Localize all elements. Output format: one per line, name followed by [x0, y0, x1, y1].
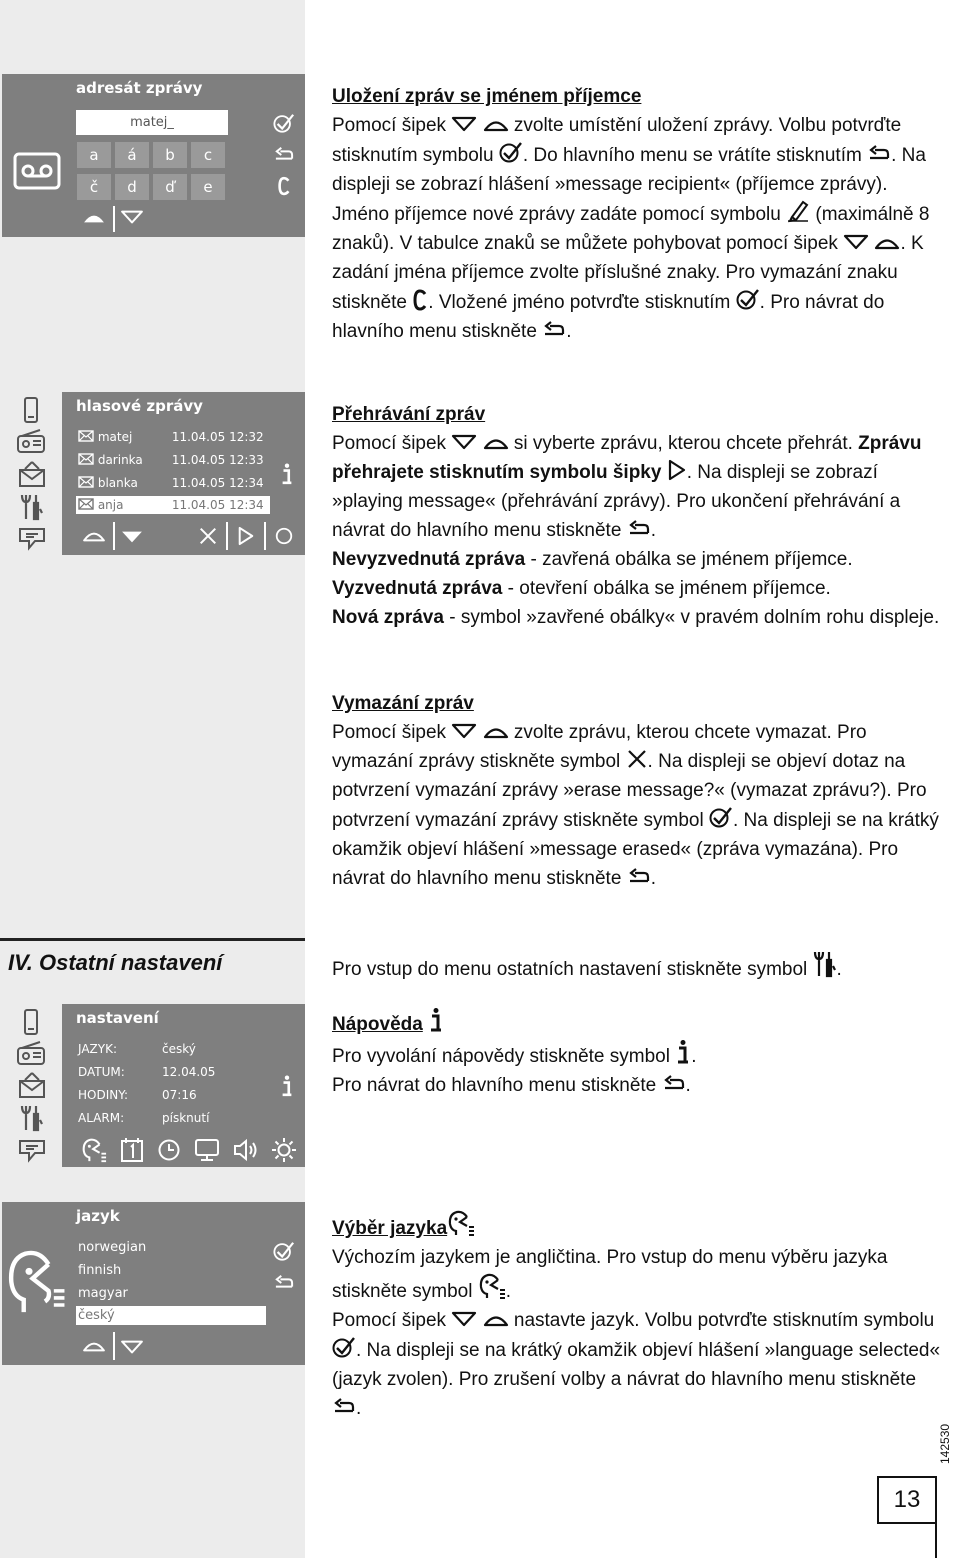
settings-label: HODINY: [78, 1088, 129, 1102]
text: . Na displeji se na krátký okamžik objeví hlášení »message erased« (zpráva vymazána). Pro návrat do hlavního menu stiskněte [332, 810, 939, 889]
arrow-up-icon[interactable] [82, 208, 106, 226]
language-option[interactable]: norwegian [78, 1240, 147, 1255]
screen-title: jazyk [76, 1207, 120, 1225]
radio-icon[interactable] [16, 428, 46, 454]
bubble-icon[interactable] [17, 525, 47, 551]
language-option-selected[interactable]: český [76, 1306, 266, 1325]
language-icon[interactable] [81, 1137, 107, 1163]
settings-row [78, 1042, 196, 1056]
text: . K zadání jména příjemce zvolte příslušné znaky. Pro vymazání znaku stiskněte [332, 233, 924, 313]
section-body [332, 1243, 942, 1306]
check-icon [499, 140, 523, 164]
text: . [685, 1075, 691, 1096]
pen-icon [786, 199, 810, 223]
section-heading-line [332, 1209, 942, 1243]
section-title: IV. Ostatní nastavení [8, 950, 223, 975]
language-option[interactable]: finnish [78, 1263, 122, 1278]
screen-hlasove [2, 392, 305, 555]
info-icon [428, 1007, 444, 1033]
bold-text: Nová zpráva [332, 607, 444, 628]
head-icon [6, 1246, 68, 1318]
message-name: matej [97, 430, 133, 444]
legend-line [332, 545, 942, 574]
text: Pro vyvolání nápovědy stiskněte symbol [332, 1046, 676, 1067]
arrow-up-icon [483, 114, 509, 134]
text: . Na displeji se objeví dotaz na potvrzení vymazání zprávy »erase message?« (vymazat zprávu?). Pro potvrzení vymazání zprávy stiskněte symbol [332, 751, 927, 831]
arrow-down-icon [451, 721, 477, 741]
section-body [332, 111, 942, 346]
settings-label: ALARM: [78, 1111, 125, 1125]
check-icon [736, 287, 760, 311]
text: Pro návrat do hlavního menu stiskněte [332, 1075, 662, 1096]
bubble-icon[interactable] [17, 1137, 47, 1163]
calendar-icon[interactable] [120, 1137, 144, 1163]
divider [113, 522, 115, 550]
message-time: 11.04.05 12:32 [171, 430, 264, 444]
text: - symbol »zavřené obálky« v pravém dolním rohu displeje. [443, 607, 940, 628]
envelope-icon [78, 498, 94, 510]
brightness-icon[interactable] [271, 1137, 297, 1163]
section-body [332, 429, 942, 545]
text: . [566, 321, 572, 342]
screen-jazyk [2, 1202, 305, 1365]
back-icon[interactable] [273, 1274, 295, 1292]
section-body [332, 1039, 942, 1071]
envelope-icon [78, 453, 94, 465]
section-iv-intro [332, 950, 942, 984]
text: Pomocí šipek [332, 433, 452, 454]
text: Pomocí šipek [332, 1310, 452, 1331]
text: - zavřená obálka se jménem příjemce. [525, 549, 853, 570]
text: . Pro návrat do hlavního menu stiskněte [332, 292, 885, 342]
char-key[interactable]: b [153, 142, 187, 168]
text: . Vložené jméno potvrďte stisknutím [428, 292, 736, 313]
tools-icon[interactable] [20, 1104, 44, 1132]
section-heading-line [332, 1007, 942, 1039]
message-time: 11.04.05 12:34 [171, 498, 264, 512]
divider [113, 1332, 115, 1360]
language-icon [447, 1209, 475, 1237]
section-heading: Výběr jazyka [332, 1218, 448, 1239]
delete-icon [626, 748, 648, 770]
char-key[interactable]: č [77, 174, 111, 200]
section-body [332, 950, 942, 984]
monitor-icon[interactable] [194, 1138, 220, 1162]
info-icon[interactable] [280, 462, 294, 486]
document-number: 142530 [938, 1423, 952, 1464]
screen-nastaveni [2, 1004, 305, 1167]
clock-icon[interactable] [157, 1138, 181, 1162]
text: . [691, 1046, 697, 1067]
text: si vyberte zprávu, kterou chcete přehrát. [508, 433, 859, 454]
message-row[interactable] [78, 453, 264, 467]
mailbox-icon[interactable] [17, 460, 47, 488]
text: . [356, 1398, 362, 1419]
text: nastavte jazyk. Volbu potvrďte stisknutím symbolu [508, 1310, 935, 1331]
text: zvolte zprávu, kterou chcete vymazat. Pro vymazání zprávy stiskněte symbol [332, 722, 867, 772]
envelope-icon [78, 476, 94, 488]
screen-title: nastavení [76, 1009, 159, 1027]
message-row-selected[interactable] [76, 496, 270, 514]
text: . Na displeji se na krátký okamžik objeví hlášení »language selected« (jazyk zvolen). Pro zrušení volby a návrat do hlavního menu stiskněte [332, 1340, 941, 1390]
char-key[interactable]: á [115, 142, 149, 168]
arrow-down-icon [451, 1309, 477, 1329]
divider [113, 206, 115, 232]
phone-icon[interactable] [18, 397, 44, 423]
text: - otevření obálka se jménem příjemce. [502, 578, 831, 599]
info-icon[interactable] [280, 1074, 294, 1098]
screen-adresat [2, 74, 305, 237]
arrow-down-icon [451, 114, 477, 134]
screen-title: hlasové zprávy [76, 397, 203, 415]
text: Pomocí šipek [332, 115, 452, 136]
text: . [505, 1281, 512, 1302]
message-row[interactable] [78, 476, 264, 490]
clear-icon [412, 289, 428, 311]
back-icon [332, 1397, 356, 1417]
text: (maximálně 8 znaků). V tabulce znaků se můžete pohybovat pomocí šipek [332, 204, 930, 254]
legend-line [332, 603, 942, 632]
bold-text: Vyzvednutá zpráva [332, 578, 503, 599]
text: . [836, 959, 842, 980]
arrow-up-icon [874, 232, 900, 252]
divider [264, 522, 266, 550]
section-heading: Nápověda [332, 1014, 423, 1035]
radio-icon[interactable] [16, 1040, 46, 1066]
section-body [332, 718, 942, 893]
text: . [650, 520, 656, 541]
char-key[interactable]: ď [153, 174, 187, 200]
message-time: 11.04.05 12:34 [171, 476, 264, 490]
settings-row [78, 1088, 197, 1102]
char-key[interactable]: a [77, 142, 111, 168]
check-icon [709, 805, 733, 829]
text: . Na displeji se zobrazí »playing message« (přehrávání zprávy). Pro ukončení přehrávání a návrat do hlavního menu stiskněte [332, 462, 901, 541]
text: Pro vstup do menu ostatních nastavení stiskněte symbol [332, 959, 813, 980]
message-row[interactable] [78, 430, 264, 444]
section-heading: Vymazání zpráv [332, 693, 474, 714]
settings-row [78, 1065, 215, 1079]
arrow-down-icon[interactable] [120, 1338, 144, 1356]
arrow-up-icon[interactable] [82, 526, 106, 544]
screen-title: adresát zprávy [76, 79, 203, 97]
settings-value: český [162, 1042, 196, 1056]
arrow-down-icon [843, 232, 869, 252]
section-prehravani [332, 400, 942, 632]
language-option[interactable]: magyar [78, 1286, 128, 1301]
arrow-down-icon[interactable] [120, 528, 144, 546]
char-key[interactable]: c [191, 142, 225, 168]
section-body [332, 1306, 942, 1423]
text: zvolte umístění uložení zprávy. Volbu potvrďte stisknutím symbolu [332, 115, 902, 166]
back-icon [627, 519, 651, 539]
message-time: 11.04.05 12:33 [171, 453, 264, 467]
text: Výchozím jazykem je angličtina. Pro vstup do menu výběru jazyka stiskněte symbol [332, 1247, 888, 1302]
back-icon [627, 867, 651, 887]
bold-text: Nevyzvednutá zpráva [332, 549, 526, 570]
settings-row [78, 1111, 209, 1125]
back-icon [662, 1074, 686, 1094]
section-body [332, 1071, 942, 1100]
section-heading: Přehrávání zpráv [332, 404, 486, 425]
clear-icon[interactable] [277, 176, 291, 196]
message-name: blanka [97, 476, 138, 490]
settings-label: DATUM: [78, 1065, 125, 1079]
play-icon [667, 459, 687, 481]
text: . Do hlavního menu se vrátíte stisknutím [522, 145, 868, 166]
divider [226, 522, 228, 550]
settings-value: 12.04.05 [162, 1065, 216, 1079]
info-icon [675, 1039, 691, 1065]
arrow-down-icon[interactable] [120, 208, 144, 226]
settings-value: písknutí [162, 1111, 210, 1125]
check-icon[interactable] [273, 1240, 295, 1262]
phone-icon[interactable] [18, 1009, 44, 1035]
text: Pomocí šipek [332, 722, 452, 743]
check-icon[interactable] [273, 112, 295, 134]
text: . Na displeji se zobrazí hlášení »message recipient« (příjemce zprávy). Jméno příjemce nové zprávy zadáte pomocí symbolu [332, 145, 926, 225]
bold-text: Zprávu přehrajete stisknutím symbolu šipky [332, 433, 922, 483]
page-number: 13 [877, 1476, 937, 1524]
section-vymazani [332, 689, 942, 893]
settings-label: JAZYK: [78, 1042, 117, 1056]
char-key[interactable]: d [115, 174, 149, 200]
section-ulozeni [332, 82, 942, 346]
play-icon[interactable] [237, 526, 255, 546]
section-heading: Uložení zpráv se jménem příjemce [332, 86, 642, 107]
arrow-up-icon [483, 1309, 509, 1329]
page-line [935, 1520, 937, 1558]
tape-icon [12, 151, 62, 191]
text: . [650, 868, 656, 889]
mailbox-icon[interactable] [17, 1071, 47, 1099]
language-icon [478, 1272, 506, 1300]
back-icon [867, 144, 891, 164]
check-icon [332, 1335, 356, 1359]
arrow-up-icon [483, 721, 509, 741]
tools-icon [813, 950, 837, 978]
arrow-up-icon[interactable] [82, 1336, 106, 1354]
section-napoveda [332, 1007, 942, 1100]
char-key[interactable]: e [191, 174, 225, 200]
arrow-up-icon [483, 432, 509, 452]
back-icon[interactable] [273, 146, 295, 164]
name-input[interactable]: matej_ [76, 110, 228, 135]
arrow-down-icon [451, 432, 477, 452]
section-rule [0, 938, 305, 941]
message-name: anja [97, 498, 124, 512]
speaker-icon[interactable] [232, 1138, 260, 1162]
circle-icon[interactable] [274, 526, 294, 546]
envelope-icon [78, 430, 94, 442]
delete-icon[interactable] [198, 526, 218, 546]
back-icon [542, 320, 566, 340]
settings-value: 07:16 [162, 1088, 197, 1102]
section-jazyk [332, 1209, 942, 1423]
tools-icon[interactable] [20, 493, 44, 521]
legend-line [332, 574, 942, 603]
message-name: darinka [97, 453, 143, 467]
